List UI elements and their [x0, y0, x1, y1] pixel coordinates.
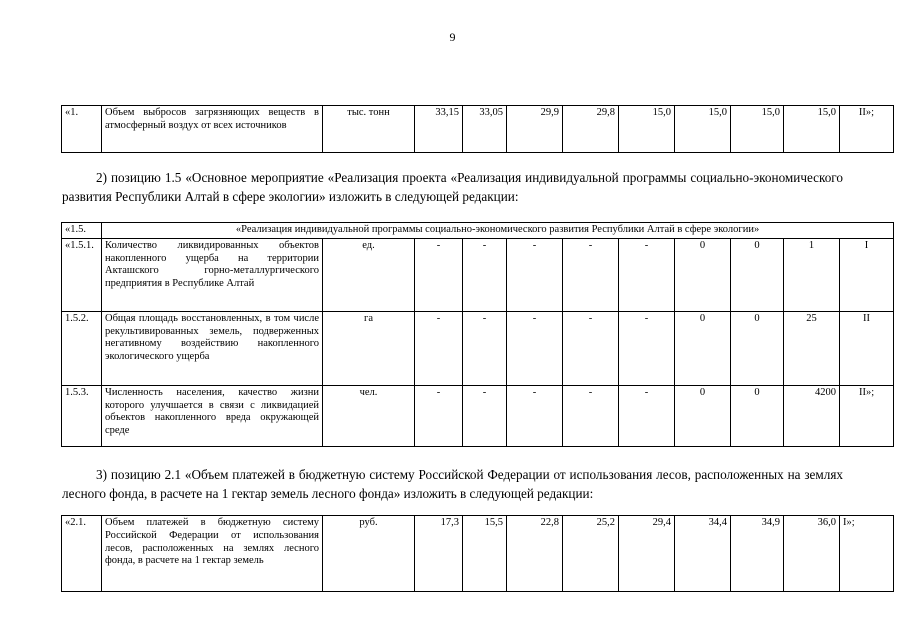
table-header-row — [62, 223, 894, 239]
indicator-name: Количество ликвидированных объектов накопленного ущерба на территории Акташского горно-металлургического предприятия в Республике Алтай — [102, 238, 323, 311]
value-cell: - — [619, 311, 675, 385]
value-cell: - — [507, 385, 563, 446]
row-number: 1.5.2. — [62, 311, 102, 385]
value-cell: - — [619, 238, 675, 311]
paragraph-3: 3) позицию 2.1 «Объем платежей в бюджетную систему Российской Федерации от использования лесов, расположенных на землях лесного фонда, в расчете на 1 гектар земель лесного фонда» изложить в следующей редакции: — [62, 467, 843, 501]
value-cell: - — [415, 238, 463, 311]
value-cell: 29,4 — [619, 516, 675, 592]
value-cell: 4200 — [784, 385, 840, 446]
row-number: «1.5.1. — [62, 238, 102, 311]
value-cell: - — [463, 311, 507, 385]
value-cell: 36,0 — [784, 516, 840, 592]
section-title: «Реализация индивидуальной программы социально-экономического развития Республики Алтай в сфере экологии» — [102, 223, 894, 239]
category-cell: I — [840, 238, 894, 311]
table-row — [62, 311, 894, 385]
row-number: «2.1. — [62, 516, 102, 592]
value-cell: 15,0 — [784, 106, 840, 153]
value-cell: 0 — [675, 311, 731, 385]
value-cell: 34,9 — [731, 516, 784, 592]
section-number: «1.5. — [62, 223, 102, 239]
page-number: 9 — [449, 30, 456, 44]
value-cell: 0 — [731, 385, 784, 446]
category-cell: II — [840, 311, 894, 385]
value-cell: 25 — [784, 311, 840, 385]
value-cell: - — [619, 385, 675, 446]
value-cell: 29,8 — [563, 106, 619, 153]
row-number: 1.5.3. — [62, 385, 102, 446]
value-cell: 17,3 — [415, 516, 463, 592]
value-cell: 0 — [675, 385, 731, 446]
value-cell: - — [563, 311, 619, 385]
category-cell: II»; — [840, 385, 894, 446]
indicator-name: Общая площадь восстановленных, в том числе рекультивированных земель, подверженных негативному воздействию накопленного экологического ущерба — [102, 311, 323, 385]
value-cell: - — [563, 238, 619, 311]
indicator-name: Объем платежей в бюджетную систему Российской Федерации от использования лесов, расположенных на землях лесного фонда, в расчете на 1 гектар земель — [102, 516, 323, 592]
paragraph-2: 2) позицию 1.5 «Основное мероприятие «Реализация проекта «Реализация индивидуальной программы социально-экономического развития Республики Алтай в сфере экологии» изложить в следующей редакции: — [62, 170, 843, 204]
value-cell: - — [507, 238, 563, 311]
value-cell: 15,0 — [619, 106, 675, 153]
value-cell: 33,15 — [415, 106, 463, 153]
category-cell: I»; — [840, 516, 894, 592]
unit-cell: тыс. тонн — [323, 106, 415, 153]
value-cell: 34,4 — [675, 516, 731, 592]
value-cell: - — [415, 385, 463, 446]
value-cell: - — [415, 311, 463, 385]
value-cell: - — [563, 385, 619, 446]
category-cell: II»; — [840, 106, 894, 153]
value-cell: 15,0 — [675, 106, 731, 153]
value-cell: 33,05 — [463, 106, 507, 153]
indicator-table-1 — [61, 105, 894, 153]
value-cell: - — [463, 385, 507, 446]
table-row — [62, 106, 894, 153]
value-cell: - — [507, 311, 563, 385]
row-number: «1. — [62, 106, 102, 153]
value-cell: 0 — [731, 311, 784, 385]
indicator-table-2 — [61, 222, 894, 447]
value-cell: 25,2 — [563, 516, 619, 592]
indicator-name: Объем выбросов загрязняющих веществ в атмосферный воздух от всех источников — [102, 106, 323, 153]
value-cell: 29,9 — [507, 106, 563, 153]
value-cell: 0 — [731, 238, 784, 311]
unit-cell: га — [323, 311, 415, 385]
indicator-table-3 — [61, 515, 894, 592]
value-cell: 1 — [784, 238, 840, 311]
value-cell: 0 — [675, 238, 731, 311]
unit-cell: чел. — [323, 385, 415, 446]
value-cell: 15,0 — [731, 106, 784, 153]
value-cell: 22,8 — [507, 516, 563, 592]
table-row — [62, 238, 894, 311]
table-row — [62, 516, 894, 592]
value-cell: 15,5 — [463, 516, 507, 592]
indicator-name: Численность населения, качество жизни которого улучшается в связи с ликвидацией объектов накопленного вреда окружающей среде — [102, 385, 323, 446]
unit-cell: руб. — [323, 516, 415, 592]
value-cell: - — [463, 238, 507, 311]
table-row — [62, 385, 894, 446]
unit-cell: ед. — [323, 238, 415, 311]
